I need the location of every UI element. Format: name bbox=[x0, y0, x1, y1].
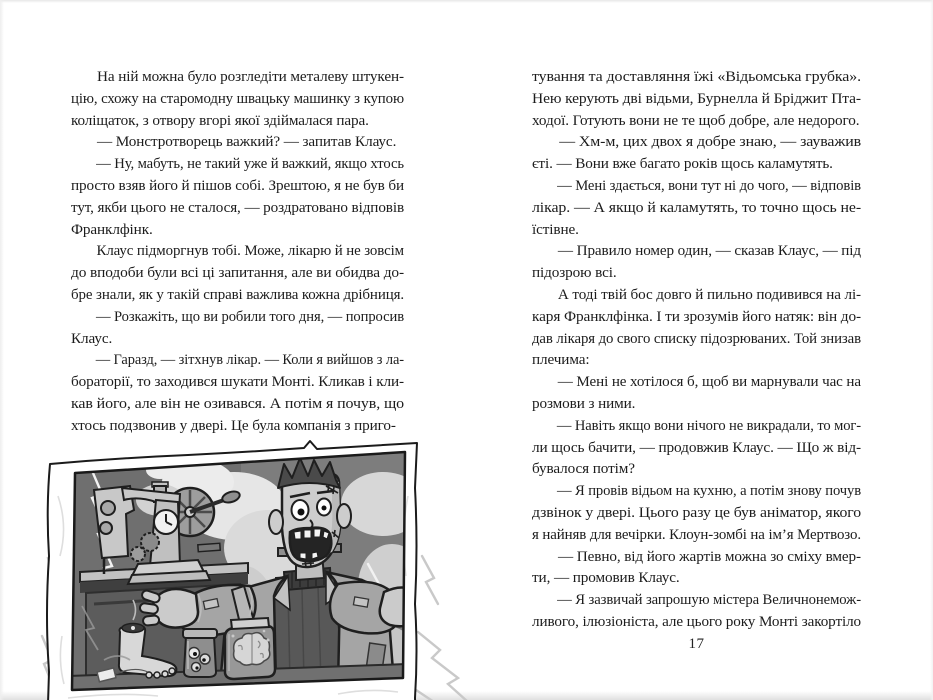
monster-lab-drawing bbox=[38, 436, 474, 700]
page-edge-shadow-left bbox=[0, 0, 4, 700]
text-line: — Мені здається, вони тут ні до чого, — відповів bbox=[557, 176, 862, 194]
paragraph bbox=[71, 240, 404, 305]
text-line: ли щось бачити, — продовжив Клаус. — Що ж від- bbox=[532, 438, 861, 456]
text-line: каря Франклфінка. І ти зрозумів його натяк: він до- bbox=[532, 307, 862, 325]
paragraph bbox=[71, 349, 404, 436]
paragraph bbox=[532, 131, 861, 175]
text-line: кав його, але він не озивався. А потім я почув, що bbox=[71, 394, 404, 412]
paragraph bbox=[532, 589, 861, 633]
page-number: 17 bbox=[688, 636, 705, 652]
text-line: Клаус підморгнув тобі. Може, лікарю й не зовсім bbox=[96, 242, 405, 260]
text-line: просто взяв його й пішов собі. Зрештою, я не був би bbox=[71, 176, 405, 194]
text-line: бре знали, як у такій справі важлива кожна дрібниця. bbox=[71, 285, 405, 303]
text-line: лікар. — А якщо й каламутять, то точно щось не- bbox=[532, 198, 862, 216]
paragraph bbox=[532, 284, 861, 371]
text-line: тут, якби цього не сталося, — роздратовано відповів bbox=[71, 198, 405, 216]
text-line: ходої. Готують вони не те щоб добре, але недорого. bbox=[532, 111, 860, 129]
text-line: дав лікаря до свого списку підозрюваних. Той знизав bbox=[532, 329, 861, 347]
brain-jar-drawing bbox=[225, 618, 275, 679]
text-line: — Я провів відьом на кухню, а потім знову почув bbox=[556, 482, 862, 500]
paragraph bbox=[532, 175, 861, 240]
text-line: бораторії, то заходився шукати Монті. Кликав і кли- bbox=[71, 373, 404, 391]
paragraph bbox=[532, 66, 861, 131]
text-line: — Гаразд, — зітхнув лікар. — Коли я вийшов з ла- bbox=[95, 351, 405, 369]
text-line: підозрою всі. bbox=[532, 264, 617, 282]
text-line: дзвінок у двері. Цього разу це був аніматор, якого bbox=[532, 503, 861, 521]
text-line: хтось подзвонив у двері. Це була компанія з приго- bbox=[71, 416, 396, 434]
text-line: тування та доставляння їжі «Відьомська грубка». bbox=[532, 68, 862, 85]
monster-lab-illustration bbox=[38, 436, 474, 700]
paragraph bbox=[532, 240, 861, 284]
text-line: Нею керують дві відьми, Бурнелла й Бріджит Пта- bbox=[532, 89, 861, 107]
text-line: На ній можна було розгледіти металеву штукен- bbox=[97, 68, 404, 85]
text-line: А тоді твій бос довго й пильно подивився на лі- bbox=[557, 285, 862, 303]
text-line: розмови з ними. bbox=[532, 394, 636, 412]
text-line: єті. — Вони вже багато років щось каламутять. bbox=[532, 155, 833, 173]
text-line: плечима: bbox=[532, 351, 590, 369]
text-line: — Навіть якщо вони нічого не викрадали, то мог- bbox=[556, 416, 862, 434]
scene bbox=[66, 444, 432, 698]
text-line: — Монстротворець важкий? — запитав Клаус. bbox=[97, 133, 397, 151]
text-line: до вподоби були всі ці запитання, але ви обидва до- bbox=[71, 264, 405, 282]
paragraph bbox=[71, 153, 404, 240]
paragraph bbox=[532, 415, 861, 480]
eyeball-jar-drawing bbox=[183, 629, 217, 677]
text-line: їстівне. bbox=[532, 220, 579, 238]
text-line: — Розкажіть, що ви робили того дня, — попросив bbox=[95, 307, 404, 325]
paragraph bbox=[71, 66, 404, 131]
text-line: бувалося потім? bbox=[532, 460, 635, 478]
text-line: коліщаток, з отвору вгорі якої здіймалася пара. bbox=[71, 111, 369, 129]
paragraph bbox=[532, 480, 861, 545]
text-line: я найняв для вечірки. Клоун-зомбі на ім’я Мертвозо. bbox=[532, 525, 861, 543]
text-line: — Ну, мабуть, не такий уже й важкий, якщо хтось bbox=[96, 155, 404, 173]
text-line: — Хм-м, цих двох я добре знаю, — зауважив bbox=[559, 133, 862, 151]
text-line: — Я зазвичай запрошую містера Величнонемож- bbox=[557, 591, 862, 609]
text-line: ливого, ілюзіоніста, але цього року Монті закортіло bbox=[532, 612, 862, 630]
text-line: ти, — промовив Клаус. bbox=[532, 569, 680, 587]
text-line: Клаус. bbox=[71, 329, 113, 347]
text-line: Франклфінк. bbox=[71, 220, 153, 238]
page-edge-shadow-top bbox=[0, 0, 933, 3]
text-line: — Правило номер один, — сказав Клаус, — під bbox=[557, 242, 862, 260]
paragraph bbox=[71, 306, 404, 350]
text-line: — Мені не хотілося б, щоб ви марнували час на bbox=[557, 373, 861, 391]
text-line: цію, схожу на старомодну швацьку машинку з купою bbox=[71, 89, 405, 107]
text-line: — Певно, від його жартів можна зо сміху вмер- bbox=[557, 547, 861, 565]
right-page-text bbox=[532, 66, 861, 633]
paragraph bbox=[532, 371, 861, 415]
paragraph bbox=[532, 546, 861, 590]
left-page-text bbox=[71, 66, 404, 437]
paragraph bbox=[71, 131, 404, 153]
